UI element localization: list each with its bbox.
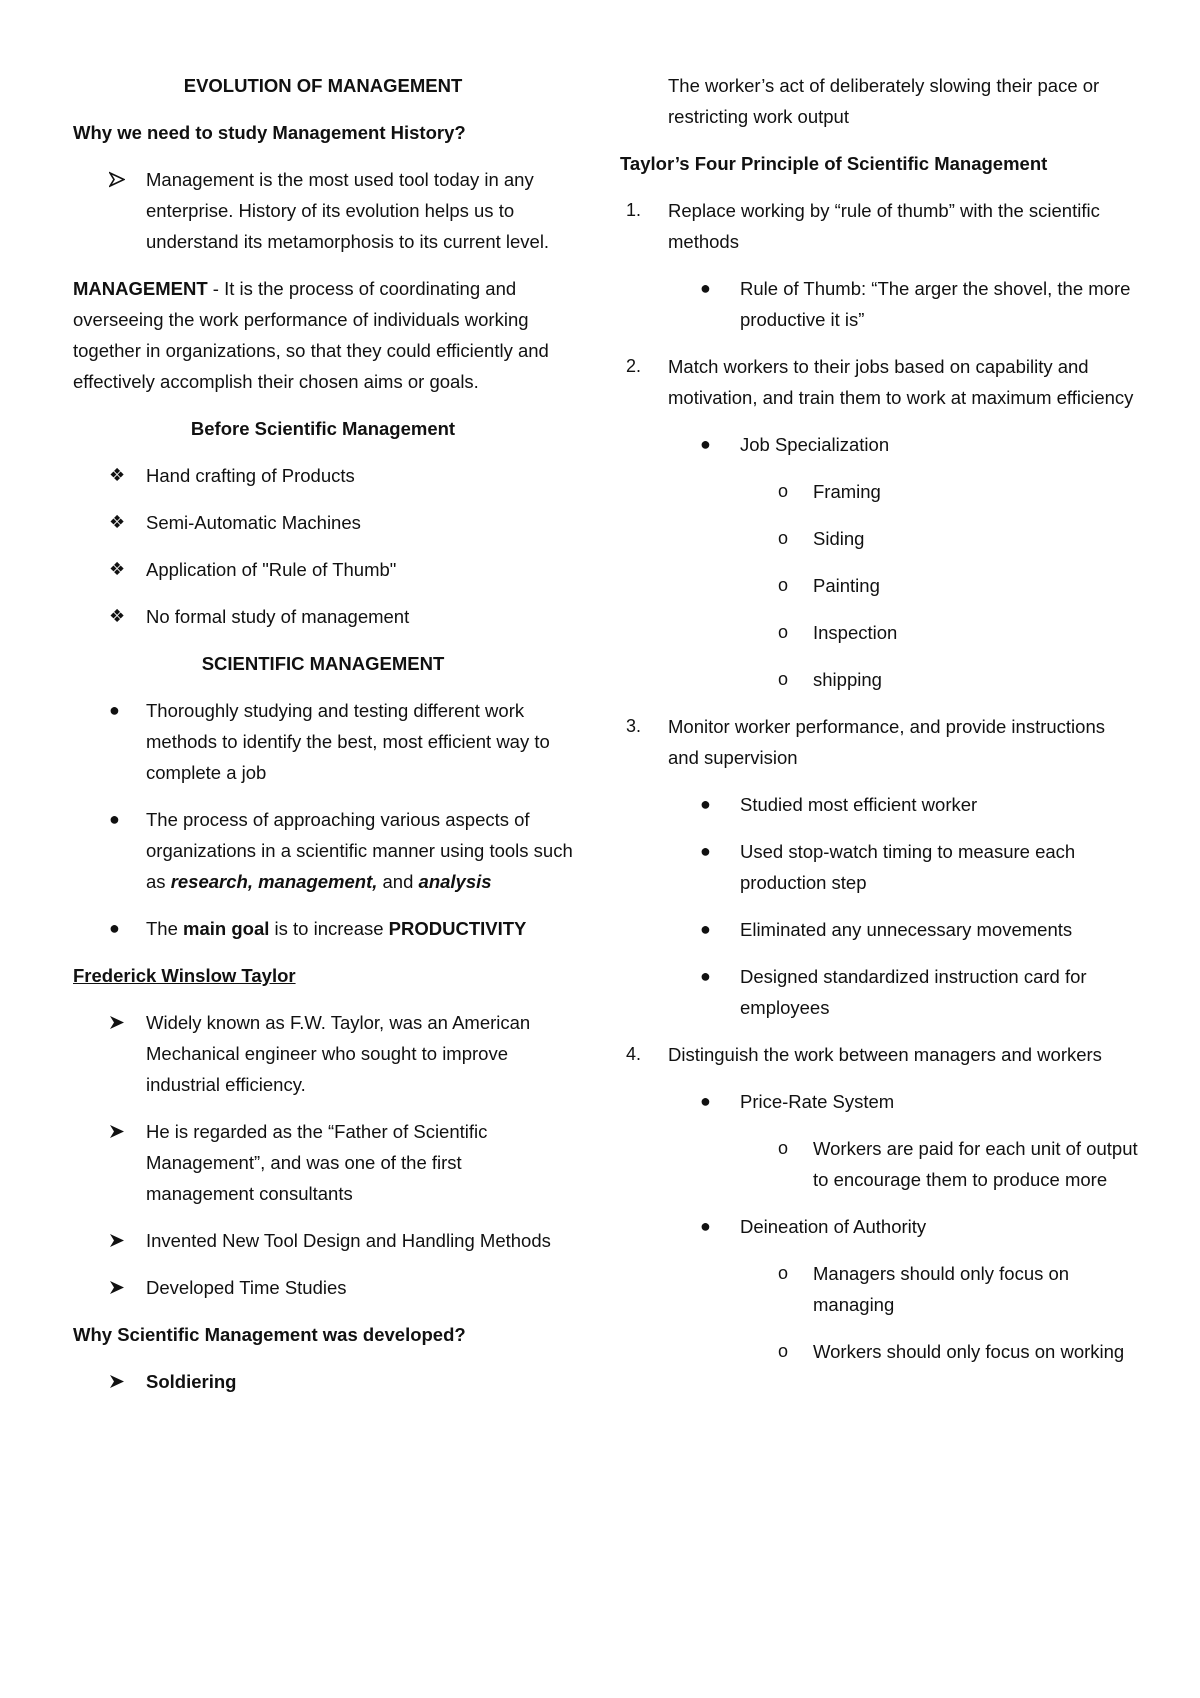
- sub-item: Inspection: [813, 622, 898, 643]
- before-item: No formal study of management: [146, 606, 410, 627]
- list-item: [620, 836, 1138, 898]
- scientific-tools: research, management,: [170, 871, 378, 892]
- arrowhead-bullet-icon: [109, 1272, 149, 1303]
- principle-item: [620, 711, 1138, 773]
- principle-bullet: Used stop-watch timing to measure each production step: [740, 841, 1076, 893]
- taylor-item: Developed Time Studies: [146, 1277, 347, 1298]
- principle-bullet: Deineation of Authority: [740, 1216, 927, 1237]
- principle-bullet: Studied most efficient worker: [740, 794, 978, 815]
- scientific-analysis: analysis: [418, 871, 492, 892]
- goal-productivity: PRODUCTIVITY: [388, 918, 527, 939]
- list-item: [73, 913, 573, 944]
- diamond-bullet-icon: ❖: [109, 606, 126, 626]
- taylor-item: Invented New Tool Design and Handling Methods: [146, 1230, 551, 1251]
- scientific-item: Thoroughly studying and testing different work methods to identify the best, most efficient way to complete a job: [146, 700, 550, 783]
- definition-text: - It is the process of coordinating and overseeing the work performance of individuals working together in organizations, so that they could efficiently and effectively accomplish their chosen aims or goals.: [73, 278, 549, 392]
- list-item: [620, 1133, 1138, 1195]
- list-item: [73, 695, 573, 788]
- principle-item: [620, 195, 1138, 257]
- soldiering-item: Soldiering: [146, 1371, 237, 1392]
- circle-bullet-icon: o: [778, 481, 789, 501]
- principle-bullet: Job Specialization: [740, 434, 890, 455]
- list-item: [73, 164, 573, 257]
- dot-bullet-icon: ●: [700, 434, 711, 454]
- list-item: [620, 429, 1138, 460]
- list-item: [620, 961, 1138, 1023]
- arrowhead-bullet-icon: [109, 164, 149, 195]
- dot-bullet-icon: ●: [109, 918, 120, 938]
- list-item: [73, 804, 573, 897]
- document-title: EVOLUTION OF MANAGEMENT: [183, 75, 463, 96]
- list-item: [73, 601, 573, 632]
- dot-bullet-icon: ●: [700, 919, 711, 939]
- principle-number: 1.: [626, 200, 642, 220]
- scientific-and: and: [377, 871, 419, 892]
- definition-term: MANAGEMENT: [73, 278, 208, 299]
- list-item: [73, 1272, 573, 1303]
- sub-item: Painting: [813, 575, 880, 596]
- dot-bullet-icon: ●: [109, 700, 120, 720]
- principle-text: Distinguish the work between managers and workers: [668, 1044, 1102, 1065]
- circle-bullet-icon: o: [778, 528, 789, 548]
- before-item: Semi-Automatic Machines: [146, 512, 361, 533]
- taylor-heading: Frederick Winslow Taylor: [73, 965, 296, 986]
- list-item: [620, 570, 1138, 601]
- sub-item: Managers should only focus on managing: [813, 1263, 1070, 1315]
- circle-bullet-icon: o: [778, 575, 789, 595]
- principle-bullet: Rule of Thumb: “The arger the shovel, the more productive it is”: [740, 278, 1131, 330]
- list-item: [620, 617, 1138, 648]
- principle-text: Monitor worker performance, and provide instructions and supervision: [668, 716, 1105, 768]
- principle-text: Replace working by “rule of thumb” with the scientific methods: [668, 200, 1100, 252]
- list-item: [73, 1225, 573, 1256]
- list-item: [620, 1336, 1138, 1367]
- sub-item: Workers are paid for each unit of output to encourage them to produce more: [813, 1138, 1138, 1190]
- principle-bullet: Designed standardized instruction card for employees: [740, 966, 1087, 1018]
- circle-bullet-icon: o: [778, 1263, 789, 1283]
- before-heading: Before Scientific Management: [190, 418, 456, 439]
- list-item: [620, 1258, 1138, 1320]
- principle-number: 2.: [626, 356, 642, 376]
- sub-item: Workers should only focus on working: [813, 1341, 1125, 1362]
- arrowhead-bullet-icon: [109, 1116, 149, 1147]
- diamond-bullet-icon: ❖: [109, 559, 126, 579]
- list-item: [620, 914, 1138, 945]
- list-item: [620, 789, 1138, 820]
- list-item: [73, 507, 573, 538]
- before-item: Application of "Rule of Thumb": [146, 559, 397, 580]
- list-item: [620, 273, 1138, 335]
- scientific-heading: SCIENTIFIC MANAGEMENT: [201, 653, 445, 674]
- dot-bullet-icon: ●: [700, 794, 711, 814]
- taylor-item: He is regarded as the “Father of Scientific Management”, and was one of the first management consultants: [146, 1121, 488, 1204]
- list-item: [620, 1211, 1138, 1242]
- list-item: [620, 523, 1138, 554]
- principle-number: 3.: [626, 716, 642, 736]
- sub-item: shipping: [813, 669, 882, 690]
- dot-bullet-icon: ●: [109, 809, 120, 829]
- circle-bullet-icon: o: [778, 622, 789, 642]
- sub-item: Framing: [813, 481, 881, 502]
- list-item: [620, 476, 1138, 507]
- list-item: [73, 460, 573, 491]
- principle-text: Match workers to their jobs based on capability and motivation, and train them to work at maximum efficiency: [668, 356, 1134, 408]
- why-history-heading: Why we need to study Management History?: [73, 122, 466, 143]
- diamond-bullet-icon: ❖: [109, 465, 126, 485]
- before-item: Hand crafting of Products: [146, 465, 355, 486]
- list-item: [73, 1116, 573, 1209]
- principle-item: [620, 1039, 1138, 1070]
- dot-bullet-icon: ●: [700, 1091, 711, 1111]
- taylor-item: Widely known as F.W. Taylor, was an American Mechanical engineer who sought to improve industrial efficiency.: [146, 1012, 531, 1095]
- circle-bullet-icon: o: [778, 1138, 789, 1158]
- management-definition: [73, 273, 573, 397]
- scientific-item: [146, 913, 573, 944]
- goal-pre: The: [146, 918, 184, 939]
- dot-bullet-icon: ●: [700, 966, 711, 986]
- principle-item: [620, 351, 1138, 413]
- dot-bullet-icon: ●: [700, 841, 711, 861]
- diamond-bullet-icon: ❖: [109, 512, 126, 532]
- principles-heading: Taylor’s Four Principle of Scientific Management: [620, 153, 1048, 174]
- list-item: [620, 664, 1138, 695]
- scientific-item: [146, 804, 573, 897]
- scientific-item-text: The process of approaching various aspects of organizations in a scientific manner using tools such as: [146, 809, 573, 892]
- why-developed-heading: Why Scientific Management was developed?: [73, 1324, 466, 1345]
- soldiering-definition: The worker’s act of deliberately slowing their pace or restricting work output: [668, 75, 1100, 127]
- list-item: [620, 1086, 1138, 1117]
- circle-bullet-icon: o: [778, 669, 789, 689]
- arrowhead-bullet-icon: [109, 1366, 149, 1397]
- principle-bullet: Price-Rate System: [740, 1091, 895, 1112]
- list-item: [73, 554, 573, 585]
- arrowhead-bullet-icon: [109, 1007, 149, 1038]
- why-history-text: Management is the most used tool today in any enterprise. History of its evolution helps us to understand its metamorphosis to its current level.: [146, 169, 550, 252]
- principle-number: 4.: [626, 1044, 642, 1064]
- list-item: [73, 1007, 573, 1100]
- dot-bullet-icon: ●: [700, 278, 711, 298]
- principle-bullet: Eliminated any unnecessary movements: [740, 919, 1073, 940]
- arrowhead-bullet-icon: [109, 1225, 149, 1256]
- circle-bullet-icon: o: [778, 1341, 789, 1361]
- goal-term: main goal: [183, 918, 270, 939]
- dot-bullet-icon: ●: [700, 1216, 711, 1236]
- right-column: [620, 70, 1138, 1383]
- left-column: [73, 70, 573, 1413]
- goal-mid: is to increase: [269, 918, 389, 939]
- sub-item: Siding: [813, 528, 865, 549]
- list-item: [73, 1366, 573, 1397]
